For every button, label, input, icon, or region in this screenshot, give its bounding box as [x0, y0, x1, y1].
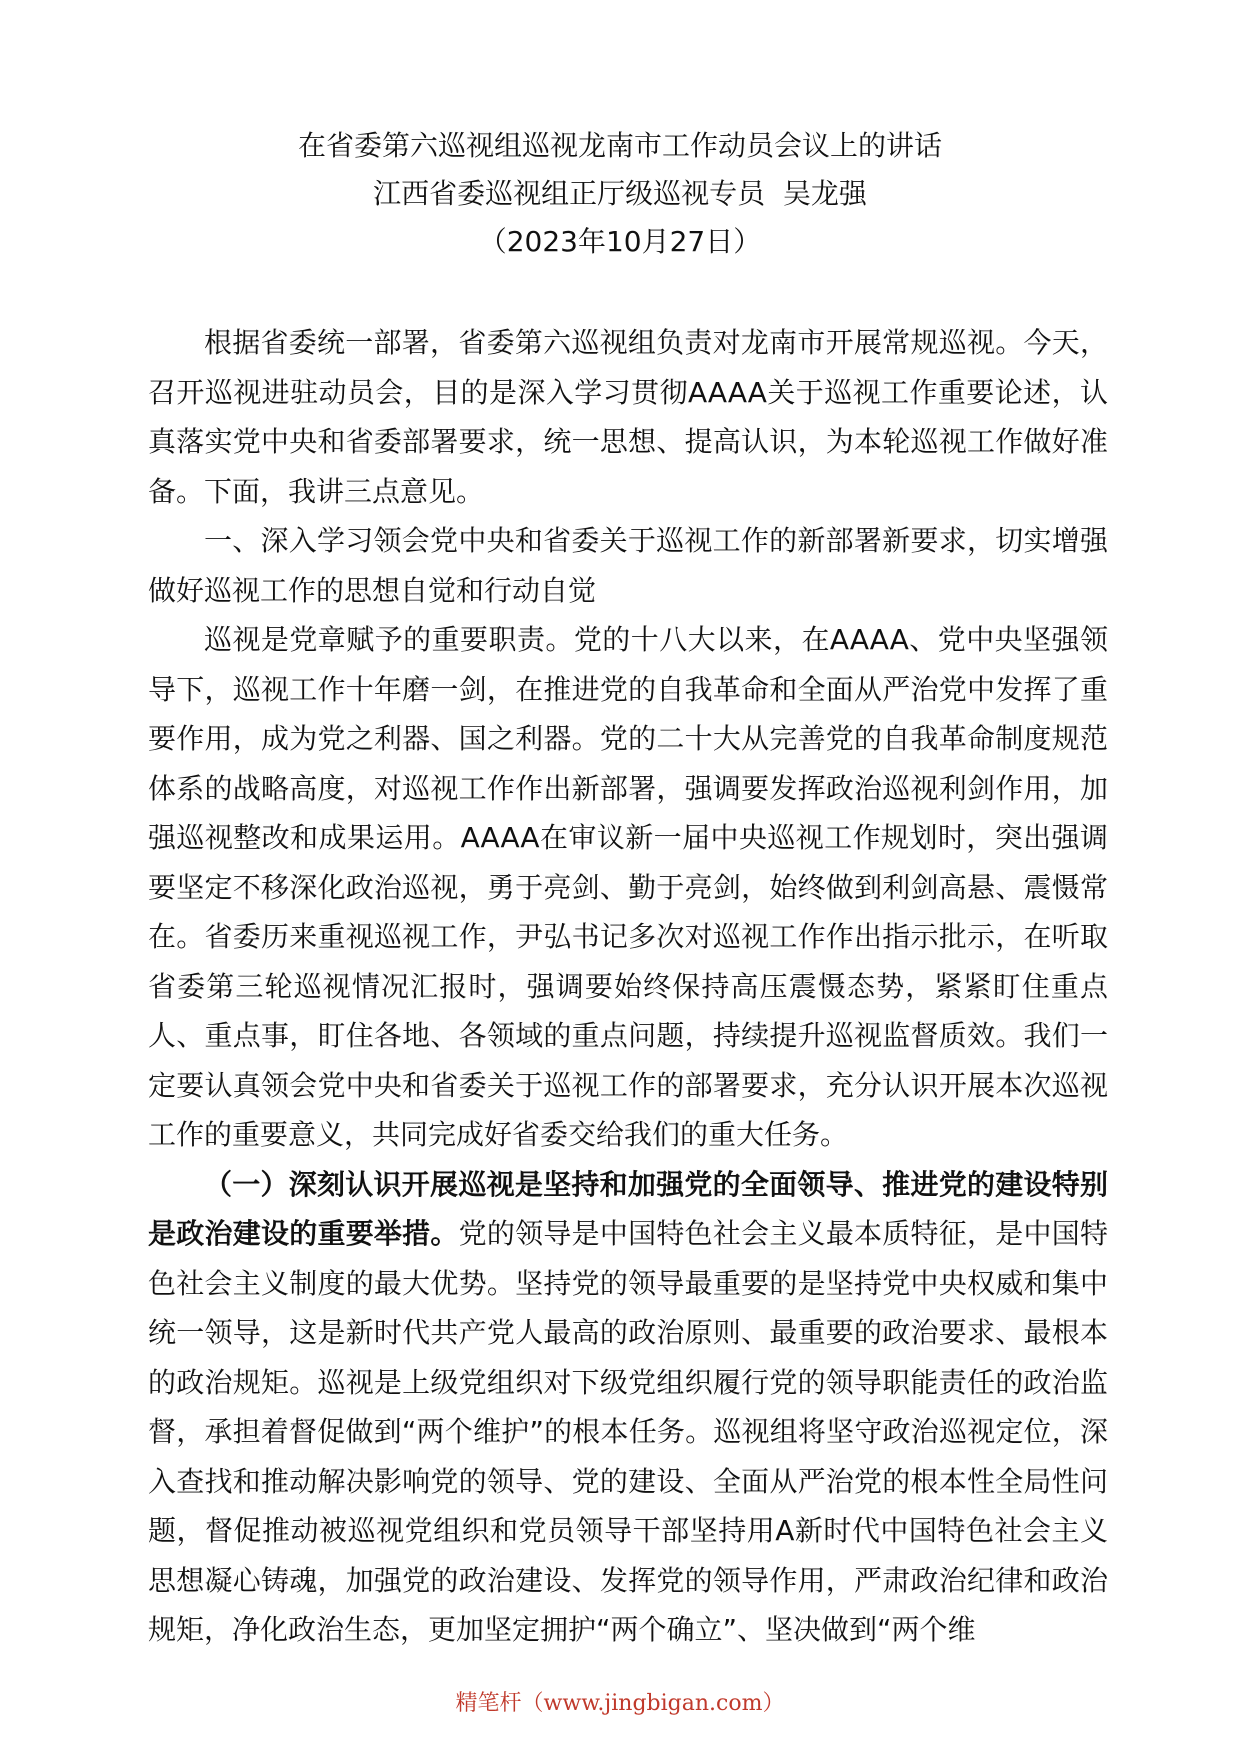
section-heading-one: 一、深入学习领会党中央和省委关于巡视工作的新部署新要求，切实增强做好巡视工作的思想自觉和行动自觉	[148, 524, 1108, 607]
speech-date: （2023年10月27日）	[478, 225, 762, 258]
document-body	[148, 318, 1108, 1655]
document-header	[0, 122, 1240, 266]
speech-title: 在省委第六巡视组巡视龙南市工作动员会议上的讲话	[297, 129, 942, 162]
paragraph-intro: 根据省委统一部署，省委第六巡视组负责对龙南市开展常规巡视。今天，召开巡视进驻动员会，目的是深入学习贯彻AAAA关于巡视工作重要论述，认真落实党中央和省委部署要求，统一思想、提高认识，为本轮巡视工作做好准备。下面，我讲三点意见。	[148, 326, 1108, 508]
speaker-line: 江西省委巡视组正厅级巡视专员 吴龙强	[373, 177, 867, 210]
subsection-heading: （一）深刻认识开展巡视是坚持和加强党的全面领导、推进党的建设特别是政治建设的重要举措。	[148, 1167, 1108, 1250]
paragraph-section-one: 巡视是党章赋予的重要职责。党的十八大以来，在AAAA、党中央坚强领导下，巡视工作十年磨一剑，在推进党的自我革命和全面从严治党中发挥了重要作用，成为党之利器、国之利器。党的二十大从完善党的自我革命制度规范体系的战略高度，对巡视工作作出新部署，强调要发挥政治巡视利剑作用，加强巡视整改和成果运用。AAAA在审议新一届中央巡视工作规划时，突出强调要坚定不移深化政治巡视，勇于亮剑、勤于亮剑，始终做到利剑高悬、震慑常在。省委历来重视巡视工作，尹弘书记多次对巡视工作作出指示批示，在听取省委第三轮巡视情况汇报时，强调要始终保持高压震慑态势，紧紧盯住重点人、重点事，盯住各地、各领域的重点问题，持续提升巡视监督质效。我们一定要认真领会党中央和省委关于巡视工作的部署要求，充分认识开展本次巡视工作的重要意义，共同完成好省委交给我们的重大任务。	[148, 623, 1108, 1151]
paragraph-subsection-one	[148, 1160, 1108, 1655]
site-watermark: 精笔杆（www.jingbigan.com）	[455, 1691, 785, 1716]
subsection-body: 党的领导是中国特色社会主义最本质特征，是中国特色社会主义制度的最大优势。坚持党的领导最重要的是坚持党中央权威和集中统一领导，这是新时代共产党人最高的政治原则、最重要的政治要求、最根本的政治规矩。巡视是上级党组织对下级党组织履行党的领导职能责任的政治监督，承担着督促做到“两个维护”的根本任务。巡视组将坚守政治巡视定位，深入查找和推动解决影响党的领导、党的建设、全面从严治党的根本性全局性问题，督促推动被巡视党组织和党员领导干部坚持用A新时代中国特色社会主义思想凝心铸魂，加强党的政治建设、发挥党的领导作用，严肃政治纪律和政治规矩，净化政治生态，更加坚定拥护“两个确立”、坚决做到“两个维	[148, 1217, 1108, 1646]
